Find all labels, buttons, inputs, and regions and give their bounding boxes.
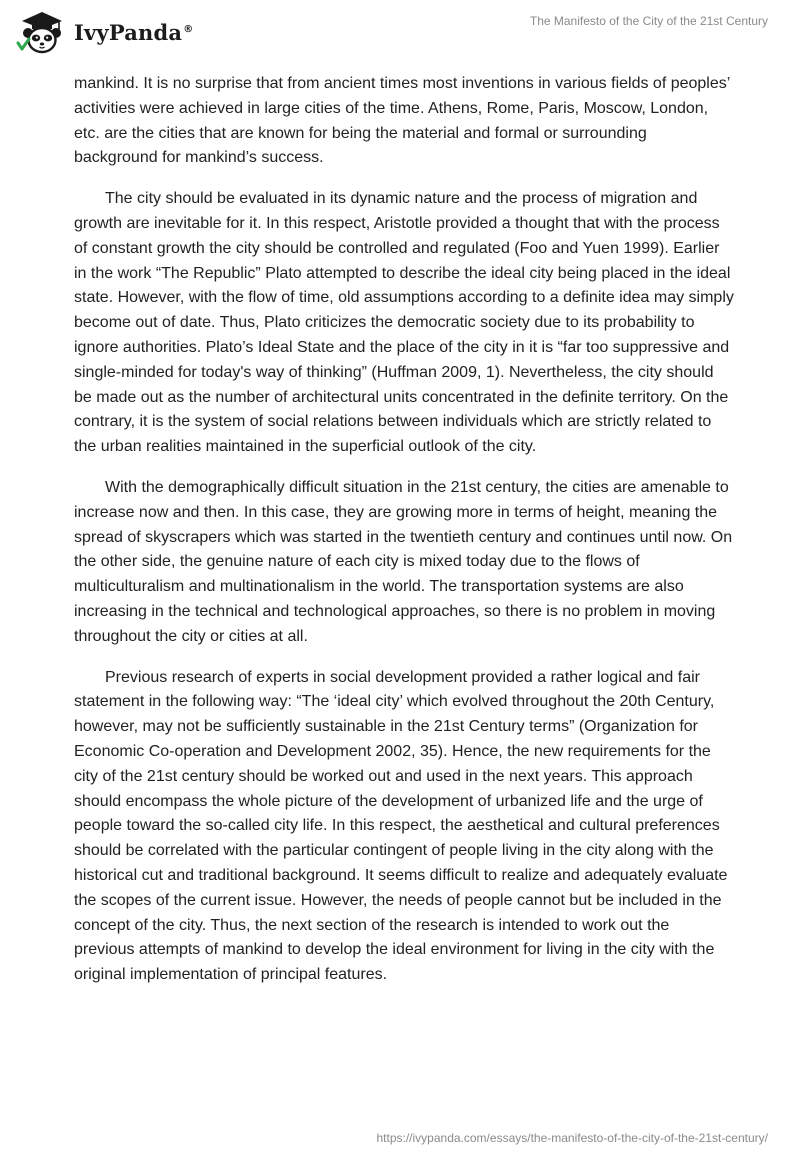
logo-wordmark bbox=[74, 20, 193, 45]
panda-graduate-icon bbox=[14, 9, 66, 55]
page-header bbox=[0, 0, 800, 70]
paragraph: The city should be evaluated in its dynamic nature and the process of migration and growth are inevitable for it. In this respect, Aristotle provided a thought that with the process of constant growth the city should be controlled and regulated (Foo and Yuen 1999). Earlier in the work “The Republic” Plato attempted to describe the ideal city being placed in the ideal state. However, with the flow of time, old assumptions according to a definite idea may simply become out of date. Thus, Plato criticizes the democratic society due to its probability to ignore authorities. Plato’s Ideal State and the place of the city in it is “far too suppressive and single-minded for today's way of thinking” (Huffman 2009, 1). Nevertheless, the city should be made out as the number of architectural units concentrated in the definite territory. On the contrary, it is the system of social relations between individuals which are strictly related to the urban realities maintained in the superficial outlook of the city. bbox=[74, 190, 734, 456]
paragraph: Previous research of experts in social development provided a rather logical and fair statement in the following way: “The ‘ideal city’ which evolved throughout the 20th Century, however, may not be sufficiently sustainable in the 21st Century terms” (Organization for Economic Co-operation and Development 2002, 35). Hence, the new requirements for the city of the 21st century should be worked out and used in the next years. This approach should encompass the whole picture of the development of urbanized life and the urge of people toward the so-called city life. In this respect, the aesthetical and cultural preferences should be correlated with the particular contingent of people living in the city along with the historical cut and traditional background. It seems difficult to realize and adequately evaluate the scopes of the current issue. However, the needs of people cannot but be included in the concept of the city. Thus, the next section of the research is intended to work out the previous attempts of mankind to develop the ideal environment for living in the city with the original implementation of principal features. bbox=[74, 668, 728, 984]
paragraph: With the demographically difficult situation in the 21st century, the cities are amenable to increase now and then. In this case, they are growing more in terms of height, meaning the spread of skyscrapers which was started in the twentieth century and continues until now. On the other side, the genuine nature of each city is mixed today due to the flows of multiculturalism and multinationalism in the world. The transportation systems are also increasing in the technical and technological approaches, so there is no problem in moving throughout the city or cities at all. bbox=[74, 478, 733, 645]
essay-body bbox=[74, 72, 734, 1004]
source-url-link[interactable]: https://ivypanda.com/essays/the-manifesto-of-the-city-of-the-21st-century/ bbox=[376, 1131, 768, 1145]
document-title: The Manifesto of the City of the 21st Century bbox=[529, 14, 768, 28]
ivypanda-logo[interactable] bbox=[14, 8, 193, 56]
registered-mark: ® bbox=[183, 23, 194, 35]
paragraph-continued: mankind. It is no surprise that from ancient times most inventions in various fields of peoples’ activities were achieved in large cities of the time. Athens, Rome, Paris, Moscow, London, etc. are the cities that are known for being the material and formal or surrounding background for mankind’s success. bbox=[74, 75, 730, 167]
logo-text: IvyPanda bbox=[74, 19, 183, 45]
